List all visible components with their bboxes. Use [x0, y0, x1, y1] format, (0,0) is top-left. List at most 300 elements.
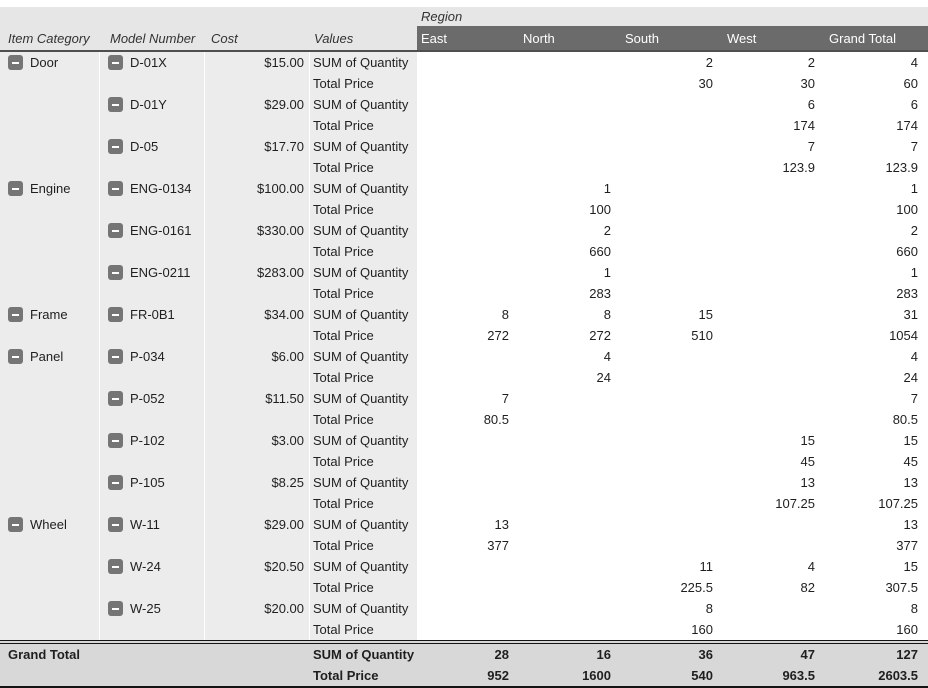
cost-cell: $20.50	[205, 556, 310, 577]
values-label-cell: Total Price	[310, 493, 417, 514]
value-cell	[519, 94, 621, 115]
cost-cell: $34.00	[205, 304, 310, 325]
minus-icon	[112, 104, 119, 106]
value-cell: 2	[807, 55, 815, 70]
category-cell	[0, 577, 100, 598]
value-cell: 13	[903, 475, 918, 490]
region-header-row	[0, 7, 928, 26]
collapse-button[interactable]	[108, 265, 123, 280]
value-cell: 30	[800, 76, 815, 91]
pivot-row	[0, 367, 928, 388]
value-cell: 377	[896, 538, 918, 553]
grand-total-section	[0, 640, 928, 688]
value-cell	[417, 115, 519, 136]
pivot-row	[0, 199, 928, 220]
value-cell: 1	[910, 265, 918, 280]
category-label: Panel	[30, 349, 64, 364]
cost-cell: $3.00	[205, 430, 310, 451]
model-cell	[100, 514, 205, 535]
grand-total-row	[0, 644, 928, 665]
model-label: W-25	[130, 601, 161, 616]
minus-icon	[12, 62, 19, 64]
empty-cell	[100, 644, 205, 665]
value-cell	[723, 535, 825, 556]
value-cell	[723, 409, 825, 430]
category-cell	[0, 409, 100, 430]
model-label: P-102	[130, 433, 165, 448]
value-cell	[621, 157, 723, 178]
cost-cell	[205, 73, 310, 94]
value-cell	[417, 493, 519, 514]
cost-cell	[205, 241, 310, 262]
grand-total-value-cell: 127	[896, 647, 918, 662]
value-cell	[621, 472, 723, 493]
value-cell: 6	[807, 97, 815, 112]
pivot-row	[0, 52, 928, 73]
minus-icon	[112, 230, 119, 232]
value-cell	[723, 346, 825, 367]
pivot-row	[0, 451, 928, 472]
category-cell	[0, 304, 100, 325]
values-label-cell: Total Price	[310, 367, 417, 388]
minus-icon	[12, 188, 19, 190]
collapse-button[interactable]	[108, 223, 123, 238]
category-cell	[0, 472, 100, 493]
value-cell	[519, 514, 621, 535]
minus-icon	[112, 272, 119, 274]
cost-cell	[205, 409, 310, 430]
column-header-row	[0, 26, 928, 52]
value-cell	[723, 388, 825, 409]
value-cell	[723, 241, 825, 262]
cost-cell: $330.00	[205, 220, 310, 241]
grand-total-value-cell: 1600	[582, 668, 611, 683]
pivot-row	[0, 493, 928, 514]
value-cell	[417, 52, 519, 73]
collapse-button[interactable]	[108, 433, 123, 448]
value-cell: 13	[800, 475, 815, 490]
value-cell	[621, 136, 723, 157]
value-cell	[417, 136, 519, 157]
value-cell	[519, 157, 621, 178]
model-label: ENG-0211	[130, 265, 191, 280]
cost-cell	[205, 115, 310, 136]
category-cell	[0, 535, 100, 556]
value-cell: 7	[910, 139, 918, 154]
value-cell: 7	[807, 139, 815, 154]
cost-cell: $17.70	[205, 136, 310, 157]
value-cell	[519, 472, 621, 493]
header-model-number: Model Number	[100, 26, 205, 50]
values-label-cell: SUM of Quantity	[310, 514, 417, 535]
empty-cell	[100, 665, 205, 686]
model-label: P-034	[130, 349, 165, 364]
value-cell	[519, 115, 621, 136]
cost-cell: $283.00	[205, 262, 310, 283]
category-cell	[0, 493, 100, 514]
value-cell: 107.25	[878, 496, 918, 511]
grand-total-value-cell: 963.5	[782, 668, 815, 683]
value-cell: 377	[487, 538, 509, 553]
collapse-button[interactable]	[108, 139, 123, 154]
pivot-row	[0, 514, 928, 535]
value-cell	[723, 220, 825, 241]
value-cell: 82	[800, 580, 815, 595]
model-cell	[100, 535, 205, 556]
pivot-row	[0, 598, 928, 619]
value-cell: 225.5	[680, 580, 713, 595]
minus-icon	[12, 524, 19, 526]
category-cell	[0, 367, 100, 388]
values-label-cell: Total Price	[310, 325, 417, 346]
value-cell	[417, 241, 519, 262]
value-cell	[417, 451, 519, 472]
category-cell	[0, 451, 100, 472]
model-label: D-01Y	[130, 97, 167, 112]
model-cell	[100, 493, 205, 514]
value-cell	[417, 367, 519, 388]
value-cell: 15	[903, 559, 918, 574]
cost-cell: $15.00	[205, 52, 310, 73]
grand-total-value-cell: 28	[494, 647, 509, 662]
value-cell	[621, 241, 723, 262]
minus-icon	[112, 524, 119, 526]
region-field-label: Region	[421, 9, 463, 24]
value-cell	[417, 262, 519, 283]
minus-icon	[112, 398, 119, 400]
value-cell: 24	[596, 370, 611, 385]
value-cell: 8	[705, 601, 713, 616]
value-cell: 45	[903, 454, 918, 469]
cost-cell	[205, 325, 310, 346]
value-cell: 1054	[889, 328, 918, 343]
value-cell	[417, 220, 519, 241]
pivot-row	[0, 619, 928, 640]
category-cell	[0, 556, 100, 577]
collapse-button[interactable]	[8, 181, 23, 196]
value-cell: 174	[793, 118, 815, 133]
category-cell	[0, 136, 100, 157]
minus-icon	[112, 482, 119, 484]
header-region-west: West	[723, 26, 825, 50]
value-cell	[417, 199, 519, 220]
grand-total-value-cell: 36	[698, 647, 713, 662]
minus-icon	[112, 566, 119, 568]
model-cell	[100, 346, 205, 367]
value-cell: 80.5	[483, 412, 509, 427]
values-label-cell: SUM of Quantity	[310, 598, 417, 619]
value-cell: 15	[698, 307, 713, 322]
value-cell: 100	[896, 202, 918, 217]
values-label-cell: SUM of Quantity	[310, 346, 417, 367]
value-cell	[621, 94, 723, 115]
value-cell	[723, 178, 825, 199]
value-cell	[621, 493, 723, 514]
pivot-row	[0, 388, 928, 409]
grand-total-row	[0, 665, 928, 686]
value-cell: 15	[903, 433, 918, 448]
category-cell	[0, 241, 100, 262]
pivot-row	[0, 409, 928, 430]
collapse-button[interactable]	[108, 97, 123, 112]
value-cell	[417, 598, 519, 619]
model-cell	[100, 178, 205, 199]
value-cell	[519, 388, 621, 409]
category-cell	[0, 619, 100, 640]
collapse-button[interactable]	[108, 307, 123, 322]
category-cell	[0, 514, 100, 535]
model-cell	[100, 388, 205, 409]
value-cell	[519, 52, 621, 73]
collapse-button[interactable]	[108, 349, 123, 364]
empty-cell	[205, 644, 310, 665]
value-cell: 11	[699, 559, 713, 574]
collapse-button[interactable]	[8, 517, 23, 532]
value-cell: 160	[896, 622, 918, 637]
model-label: ENG-0134	[130, 181, 192, 196]
value-cell: 283	[896, 286, 918, 301]
pivot-row	[0, 73, 928, 94]
category-cell	[0, 52, 100, 73]
value-cell	[519, 409, 621, 430]
value-cell	[723, 262, 825, 283]
value-cell	[621, 115, 723, 136]
cost-cell: $29.00	[205, 514, 310, 535]
value-cell: 4	[910, 55, 918, 70]
header-region-north: North	[519, 26, 621, 50]
values-label-cell: Total Price	[310, 619, 417, 640]
value-cell: 174	[896, 118, 918, 133]
cost-cell: $20.00	[205, 598, 310, 619]
value-cell: 160	[691, 622, 713, 637]
model-label: FR-0B1	[130, 307, 175, 322]
value-cell	[417, 556, 519, 577]
grand-total-value-cell: 16	[596, 647, 611, 662]
value-cell	[723, 283, 825, 304]
grand-total-values-label-cell: Total Price	[313, 668, 379, 683]
category-label: Wheel	[30, 517, 67, 532]
model-label: W-24	[130, 559, 161, 574]
header-region-south: South	[621, 26, 723, 50]
value-cell	[417, 283, 519, 304]
model-cell	[100, 430, 205, 451]
value-cell: 2	[705, 55, 713, 70]
model-cell	[100, 94, 205, 115]
minus-icon	[12, 356, 19, 358]
pivot-row	[0, 136, 928, 157]
cost-cell: $6.00	[205, 346, 310, 367]
cost-cell: $11.50	[205, 388, 310, 409]
value-cell	[621, 367, 723, 388]
cost-cell	[205, 535, 310, 556]
model-cell	[100, 157, 205, 178]
collapse-button[interactable]	[108, 181, 123, 196]
category-cell	[0, 178, 100, 199]
collapse-button[interactable]	[108, 601, 123, 616]
value-cell	[621, 430, 723, 451]
pivot-row	[0, 94, 928, 115]
values-label-cell: Total Price	[310, 283, 417, 304]
values-label-cell: Total Price	[310, 409, 417, 430]
value-cell: 100	[589, 202, 611, 217]
minus-icon	[112, 314, 119, 316]
value-cell: 272	[487, 328, 509, 343]
value-cell: 31	[903, 307, 918, 322]
grand-total-label-cell	[0, 665, 100, 686]
value-cell	[621, 451, 723, 472]
value-cell: 510	[691, 328, 713, 343]
header-region-east: East	[417, 26, 519, 50]
collapse-button[interactable]	[8, 307, 23, 322]
category-cell	[0, 157, 100, 178]
model-cell	[100, 136, 205, 157]
value-cell	[621, 409, 723, 430]
category-cell	[0, 430, 100, 451]
value-cell: 13	[903, 517, 918, 532]
model-cell	[100, 367, 205, 388]
pivot-row	[0, 556, 928, 577]
pivot-row	[0, 472, 928, 493]
model-cell	[100, 451, 205, 472]
value-cell	[519, 556, 621, 577]
value-cell	[417, 178, 519, 199]
grand-total-label-cell: Grand Total	[8, 647, 80, 662]
pivot-row	[0, 283, 928, 304]
value-cell	[417, 577, 519, 598]
value-cell: 1	[603, 181, 611, 196]
collapse-button[interactable]	[8, 55, 23, 70]
minus-icon	[112, 608, 119, 610]
model-label: P-052	[130, 391, 165, 406]
values-label-cell: Total Price	[310, 199, 417, 220]
value-cell	[621, 388, 723, 409]
value-cell	[723, 367, 825, 388]
cost-cell	[205, 619, 310, 640]
value-cell: 8	[501, 307, 509, 322]
value-cell	[621, 199, 723, 220]
value-cell: 8	[910, 601, 918, 616]
category-cell	[0, 115, 100, 136]
values-label-cell: SUM of Quantity	[310, 178, 417, 199]
header-values: Values	[310, 26, 417, 50]
category-cell	[0, 598, 100, 619]
cost-cell	[205, 283, 310, 304]
value-cell	[417, 94, 519, 115]
value-cell	[519, 430, 621, 451]
minus-icon	[12, 314, 19, 316]
model-cell	[100, 577, 205, 598]
values-label-cell: Total Price	[310, 577, 417, 598]
minus-icon	[112, 440, 119, 442]
minus-icon	[112, 146, 119, 148]
pivot-row	[0, 577, 928, 598]
cost-cell	[205, 577, 310, 598]
pivot-row	[0, 304, 928, 325]
value-cell: 15	[800, 433, 815, 448]
cost-cell	[205, 451, 310, 472]
value-cell: 4	[603, 349, 611, 364]
category-label: Door	[30, 55, 59, 70]
model-cell	[100, 115, 205, 136]
values-label-cell: SUM of Quantity	[310, 136, 417, 157]
value-cell: 272	[589, 328, 611, 343]
model-cell	[100, 409, 205, 430]
values-label-cell: SUM of Quantity	[310, 94, 417, 115]
value-cell: 7	[910, 391, 918, 406]
model-label: P-105	[130, 475, 165, 490]
category-cell	[0, 73, 100, 94]
values-label-cell: SUM of Quantity	[310, 52, 417, 73]
empty-cell	[205, 665, 310, 686]
value-cell	[723, 619, 825, 640]
values-label-cell: SUM of Quantity	[310, 304, 417, 325]
values-label-cell: SUM of Quantity	[310, 388, 417, 409]
model-cell	[100, 52, 205, 73]
model-cell	[100, 220, 205, 241]
value-cell	[723, 304, 825, 325]
value-cell	[621, 283, 723, 304]
collapse-button[interactable]	[8, 349, 23, 364]
header-cost: Cost	[205, 26, 310, 50]
value-cell	[417, 73, 519, 94]
cost-cell	[205, 157, 310, 178]
collapse-button[interactable]	[108, 475, 123, 490]
pivot-row	[0, 157, 928, 178]
value-cell	[417, 346, 519, 367]
minus-icon	[112, 188, 119, 190]
value-cell	[417, 472, 519, 493]
model-cell	[100, 556, 205, 577]
model-label: ENG-0161	[130, 223, 192, 238]
collapse-button[interactable]	[108, 559, 123, 574]
value-cell	[519, 493, 621, 514]
value-cell	[621, 514, 723, 535]
value-cell	[519, 451, 621, 472]
value-cell: 45	[800, 454, 815, 469]
values-label-cell: Total Price	[310, 73, 417, 94]
pivot-row	[0, 325, 928, 346]
value-cell: 307.5	[885, 580, 918, 595]
values-label-cell: Total Price	[310, 451, 417, 472]
category-cell	[0, 346, 100, 367]
value-cell	[621, 535, 723, 556]
pivot-row	[0, 241, 928, 262]
cost-cell	[205, 367, 310, 388]
value-cell	[621, 220, 723, 241]
value-cell	[723, 514, 825, 535]
value-cell	[519, 136, 621, 157]
model-cell	[100, 472, 205, 493]
model-label: D-01X	[130, 55, 167, 70]
value-cell: 1	[603, 265, 611, 280]
value-cell: 30	[698, 76, 713, 91]
pivot-row	[0, 346, 928, 367]
collapse-button[interactable]	[108, 517, 123, 532]
value-cell: 8	[603, 307, 611, 322]
values-label-cell: Total Price	[310, 241, 417, 262]
collapse-button[interactable]	[108, 55, 123, 70]
value-cell	[723, 325, 825, 346]
category-label: Frame	[30, 307, 68, 322]
grand-total-values-label-cell: SUM of Quantity	[313, 647, 415, 662]
value-cell	[723, 598, 825, 619]
category-label: Engine	[30, 181, 71, 196]
grand-total-value-cell: 952	[487, 668, 509, 683]
values-label-cell: SUM of Quantity	[310, 262, 417, 283]
model-cell	[100, 283, 205, 304]
collapse-button[interactable]	[108, 391, 123, 406]
cost-cell	[205, 493, 310, 514]
